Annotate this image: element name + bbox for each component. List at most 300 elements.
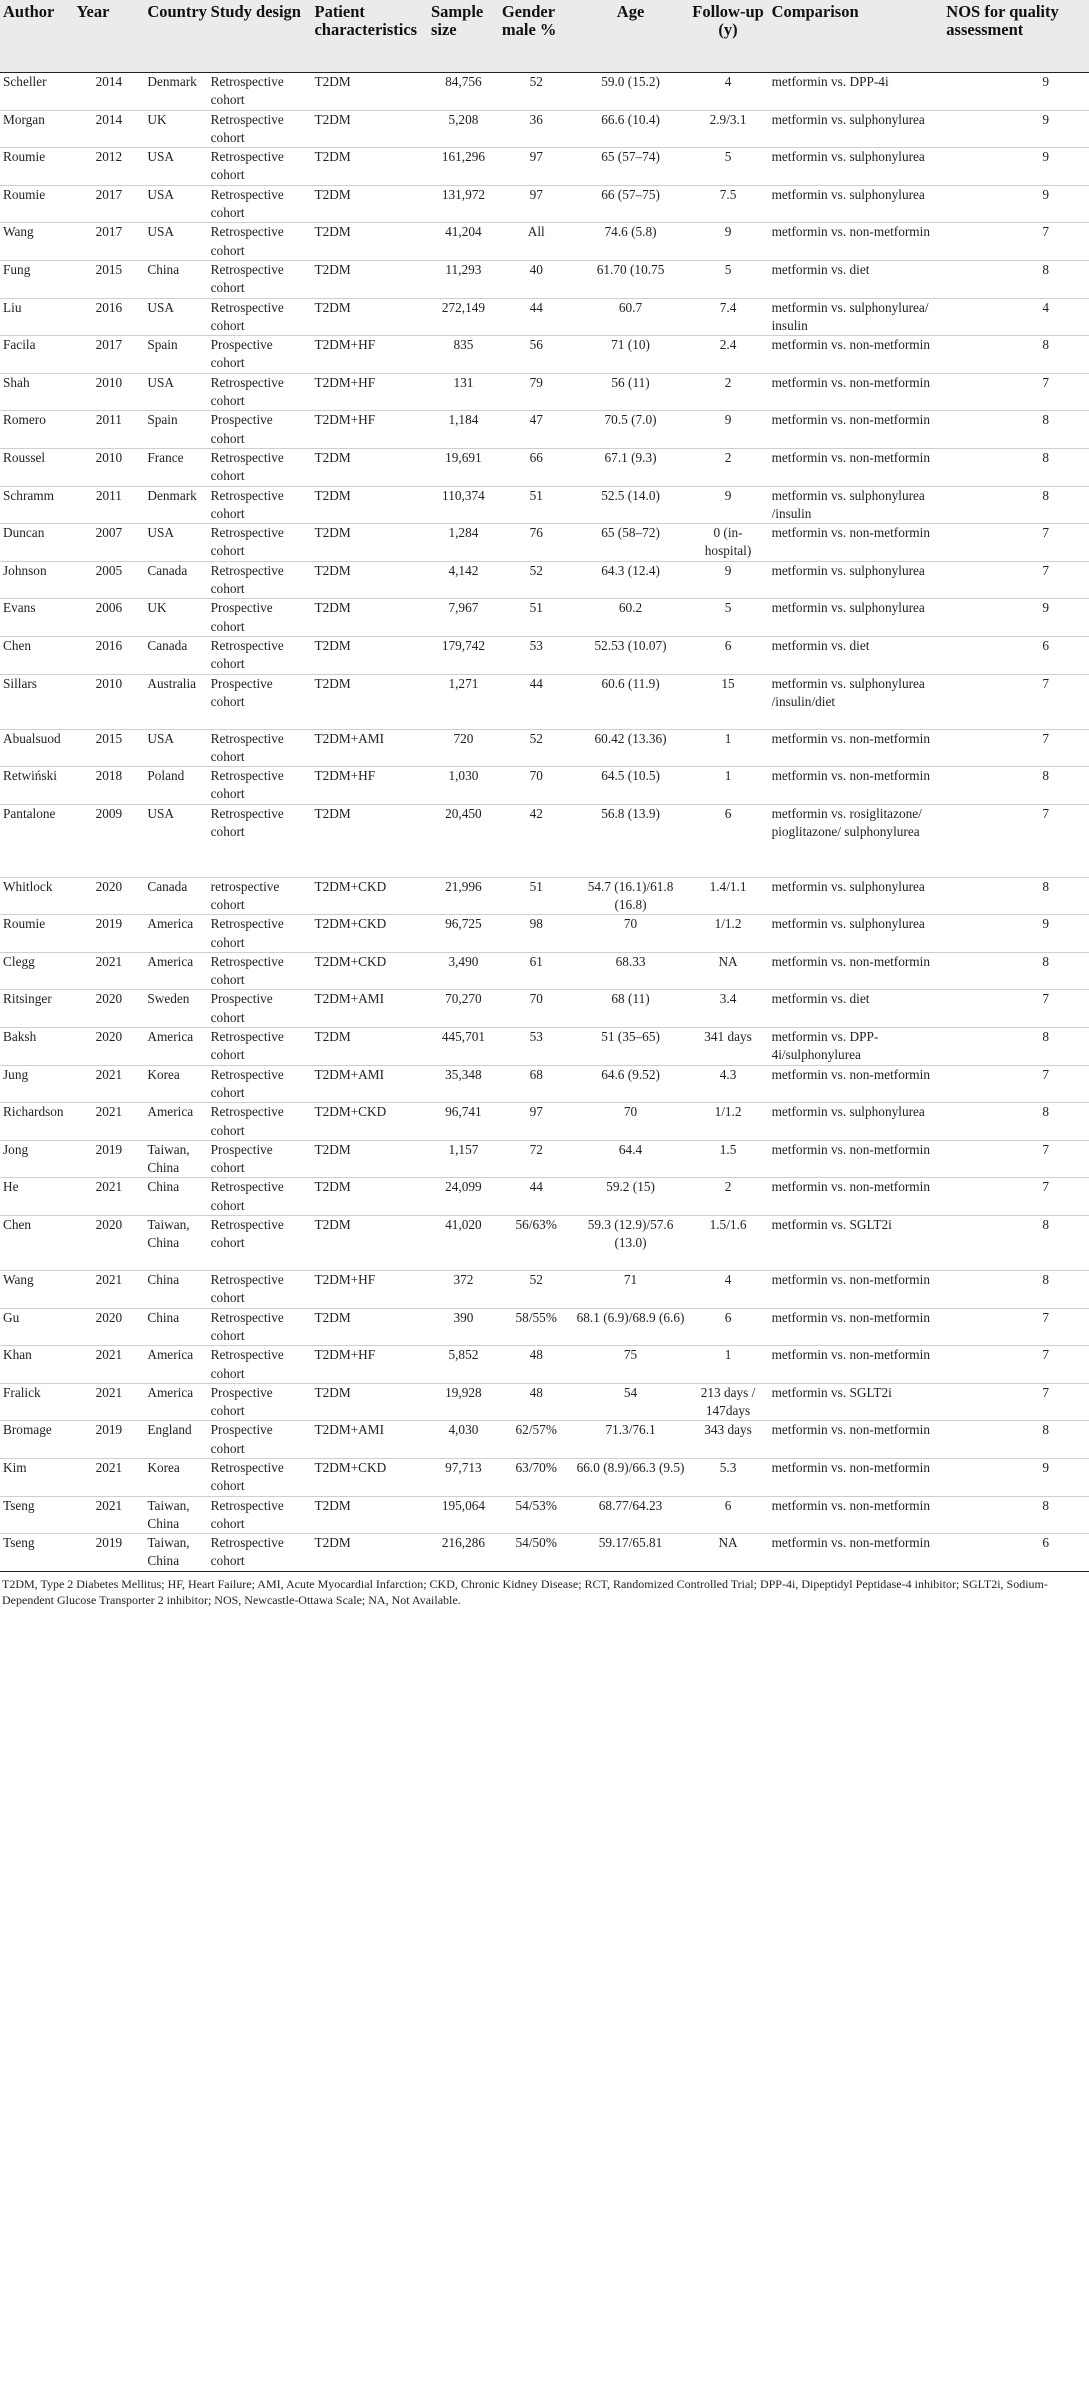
cell-gender: 36 <box>499 110 574 148</box>
cell-comparison: metformin vs. sulphonylurea <box>769 877 944 915</box>
cell-age: 64.4 <box>574 1140 688 1178</box>
cell-patient-characteristics: T2DM <box>311 1496 427 1534</box>
cell-study-design: Prospective cohort <box>208 990 312 1028</box>
cell-study-design: Retrospective cohort <box>208 729 312 767</box>
cell-year: 2006 <box>73 599 144 637</box>
cell-year: 2010 <box>73 674 144 729</box>
cell-gender: 44 <box>499 1178 574 1216</box>
cell-age: 52.53 (10.07) <box>574 636 688 674</box>
cell-gender: 66 <box>499 448 574 486</box>
table-row <box>0 1421 1089 1459</box>
cell-age: 71.3/76.1 <box>574 1421 688 1459</box>
cell-patient-characteristics: T2DM+AMI <box>311 729 427 767</box>
cell-nos: 7 <box>943 524 1089 562</box>
table-row <box>0 411 1089 449</box>
cell-author: Tseng <box>0 1496 73 1534</box>
cell-patient-characteristics: T2DM <box>311 486 427 524</box>
cell-nos: 7 <box>943 674 1089 729</box>
cell-country: Taiwan, China <box>144 1140 207 1178</box>
cell-comparison: metformin vs. non-metformin <box>769 1496 944 1534</box>
cell-age: 70.5 (7.0) <box>574 411 688 449</box>
cell-country: USA <box>144 729 207 767</box>
cell-patient-characteristics: T2DM+HF <box>311 373 427 411</box>
cell-follow-up: NA <box>688 952 769 990</box>
table-row <box>0 952 1089 990</box>
cell-nos: 6 <box>943 636 1089 674</box>
cell-author: Facila <box>0 336 73 374</box>
table-row <box>0 486 1089 524</box>
cell-comparison: metformin vs. non-metformin <box>769 373 944 411</box>
cell-patient-characteristics: T2DM+AMI <box>311 1065 427 1103</box>
cell-follow-up: 9 <box>688 411 769 449</box>
cell-follow-up: 5 <box>688 599 769 637</box>
cell-country: Taiwan, China <box>144 1496 207 1534</box>
cell-country: Sweden <box>144 990 207 1028</box>
cell-author: Chen <box>0 1216 73 1271</box>
cell-year: 2014 <box>73 110 144 148</box>
cell-gender: 76 <box>499 524 574 562</box>
cell-country: France <box>144 448 207 486</box>
cell-year: 2019 <box>73 1421 144 1459</box>
table-row <box>0 990 1089 1028</box>
cell-study-design: Retrospective cohort <box>208 1216 312 1271</box>
cell-gender: 53 <box>499 1028 574 1066</box>
cell-comparison: metformin vs. sulphonylurea /insulin/diet <box>769 674 944 729</box>
cell-country: America <box>144 1028 207 1066</box>
cell-year: 2017 <box>73 223 144 261</box>
cell-year: 2020 <box>73 1216 144 1271</box>
cell-country: UK <box>144 599 207 637</box>
cell-sample-size: 84,756 <box>428 73 499 111</box>
cell-comparison: metformin vs. DPP-4i/sulphonylurea <box>769 1028 944 1066</box>
cell-nos: 7 <box>943 561 1089 599</box>
cell-follow-up: 341 days <box>688 1028 769 1066</box>
cell-study-design: Retrospective cohort <box>208 373 312 411</box>
cell-comparison: metformin vs. rosiglitazone/ pioglitazone/ sulphonylurea <box>769 804 944 877</box>
cell-patient-characteristics: T2DM <box>311 223 427 261</box>
cell-author: Whitlock <box>0 877 73 915</box>
table-row <box>0 877 1089 915</box>
cell-study-design: Retrospective cohort <box>208 486 312 524</box>
cell-sample-size: 7,967 <box>428 599 499 637</box>
cell-gender: 48 <box>499 1346 574 1384</box>
cell-follow-up: 6 <box>688 1496 769 1534</box>
cell-age: 71 <box>574 1271 688 1309</box>
header-study-design: Study design <box>208 0 312 73</box>
cell-gender: 56/63% <box>499 1216 574 1271</box>
cell-nos: 8 <box>943 336 1089 374</box>
cell-patient-characteristics: T2DM+HF <box>311 767 427 805</box>
cell-age: 60.6 (11.9) <box>574 674 688 729</box>
cell-country: USA <box>144 373 207 411</box>
cell-author: Bromage <box>0 1421 73 1459</box>
cell-gender: 51 <box>499 877 574 915</box>
cell-year: 2018 <box>73 767 144 805</box>
cell-country: America <box>144 915 207 953</box>
cell-patient-characteristics: T2DM+CKD <box>311 952 427 990</box>
cell-follow-up: 2 <box>688 448 769 486</box>
cell-gender: All <box>499 223 574 261</box>
cell-author: Schramm <box>0 486 73 524</box>
cell-country: USA <box>144 148 207 186</box>
cell-country: UK <box>144 110 207 148</box>
cell-age: 66.0 (8.9)/66.3 (9.5) <box>574 1459 688 1497</box>
cell-patient-characteristics: T2DM <box>311 110 427 148</box>
cell-sample-size: 1,157 <box>428 1140 499 1178</box>
table-row <box>0 448 1089 486</box>
cell-nos: 8 <box>943 877 1089 915</box>
header-nos: NOS for quality assessment <box>943 0 1089 73</box>
cell-study-design: Retrospective cohort <box>208 185 312 223</box>
table-row <box>0 767 1089 805</box>
cell-country: Poland <box>144 767 207 805</box>
cell-sample-size: 24,099 <box>428 1178 499 1216</box>
cell-sample-size: 21,996 <box>428 877 499 915</box>
header-country: Country <box>144 0 207 73</box>
cell-year: 2021 <box>73 1271 144 1309</box>
cell-gender: 68 <box>499 1065 574 1103</box>
cell-gender: 44 <box>499 674 574 729</box>
cell-author: Fralick <box>0 1383 73 1421</box>
cell-gender: 79 <box>499 373 574 411</box>
cell-country: America <box>144 952 207 990</box>
cell-year: 2020 <box>73 877 144 915</box>
cell-country: USA <box>144 804 207 877</box>
table-row <box>0 804 1089 877</box>
cell-nos: 8 <box>943 1271 1089 1309</box>
table-row <box>0 1028 1089 1066</box>
cell-nos: 8 <box>943 411 1089 449</box>
cell-year: 2016 <box>73 298 144 336</box>
cell-country: China <box>144 260 207 298</box>
cell-age: 60.7 <box>574 298 688 336</box>
cell-age: 52.5 (14.0) <box>574 486 688 524</box>
cell-gender: 48 <box>499 1383 574 1421</box>
cell-year: 2020 <box>73 1028 144 1066</box>
header-age: Age <box>574 0 688 73</box>
cell-study-design: Retrospective cohort <box>208 1308 312 1346</box>
cell-nos: 8 <box>943 1421 1089 1459</box>
cell-comparison: metformin vs. non-metformin <box>769 1065 944 1103</box>
cell-follow-up: 5.3 <box>688 1459 769 1497</box>
cell-author: Roumie <box>0 915 73 953</box>
cell-year: 2019 <box>73 915 144 953</box>
table-row <box>0 1271 1089 1309</box>
cell-patient-characteristics: T2DM <box>311 260 427 298</box>
cell-sample-size: 35,348 <box>428 1065 499 1103</box>
cell-country: China <box>144 1178 207 1216</box>
cell-country: America <box>144 1346 207 1384</box>
cell-age: 71 (10) <box>574 336 688 374</box>
cell-patient-characteristics: T2DM <box>311 1308 427 1346</box>
cell-gender: 98 <box>499 915 574 953</box>
table-row <box>0 1534 1089 1572</box>
cell-follow-up: 4 <box>688 73 769 111</box>
cell-patient-characteristics: T2DM <box>311 148 427 186</box>
cell-gender: 62/57% <box>499 1421 574 1459</box>
cell-year: 2019 <box>73 1140 144 1178</box>
header-gender: Gender male % <box>499 0 574 73</box>
cell-comparison: metformin vs. sulphonylurea /insulin <box>769 486 944 524</box>
cell-patient-characteristics: T2DM <box>311 1028 427 1066</box>
cell-patient-characteristics: T2DM <box>311 1140 427 1178</box>
cell-nos: 8 <box>943 952 1089 990</box>
cell-author: Wang <box>0 223 73 261</box>
cell-age: 59.2 (15) <box>574 1178 688 1216</box>
cell-study-design: Retrospective cohort <box>208 561 312 599</box>
table-row <box>0 729 1089 767</box>
cell-year: 2010 <box>73 448 144 486</box>
table-row <box>0 1140 1089 1178</box>
cell-patient-characteristics: T2DM <box>311 73 427 111</box>
cell-comparison: metformin vs. non-metformin <box>769 1178 944 1216</box>
cell-study-design: Retrospective cohort <box>208 298 312 336</box>
cell-nos: 7 <box>943 1308 1089 1346</box>
cell-age: 61.70 (10.75 <box>574 260 688 298</box>
cell-sample-size: 96,725 <box>428 915 499 953</box>
cell-nos: 8 <box>943 1103 1089 1141</box>
cell-follow-up: 15 <box>688 674 769 729</box>
cell-gender: 56 <box>499 336 574 374</box>
cell-patient-characteristics: T2DM <box>311 1216 427 1271</box>
cell-sample-size: 179,742 <box>428 636 499 674</box>
cell-patient-characteristics: T2DM <box>311 298 427 336</box>
cell-follow-up: 343 days <box>688 1421 769 1459</box>
cell-age: 65 (58–72) <box>574 524 688 562</box>
cell-author: Abualsuod <box>0 729 73 767</box>
cell-year: 2021 <box>73 1178 144 1216</box>
cell-author: Khan <box>0 1346 73 1384</box>
cell-patient-characteristics: T2DM <box>311 448 427 486</box>
cell-follow-up: 1.5/1.6 <box>688 1216 769 1271</box>
cell-study-design: Retrospective cohort <box>208 148 312 186</box>
cell-author: Jong <box>0 1140 73 1178</box>
table-row <box>0 223 1089 261</box>
cell-comparison: metformin vs. non-metformin <box>769 336 944 374</box>
header-year: Year <box>73 0 144 73</box>
cell-author: He <box>0 1178 73 1216</box>
cell-follow-up: 6 <box>688 1308 769 1346</box>
cell-study-design: Retrospective cohort <box>208 1534 312 1572</box>
cell-country: Korea <box>144 1459 207 1497</box>
cell-country: Spain <box>144 336 207 374</box>
cell-sample-size: 1,271 <box>428 674 499 729</box>
cell-country: Taiwan, China <box>144 1534 207 1572</box>
cell-author: Duncan <box>0 524 73 562</box>
cell-year: 2012 <box>73 148 144 186</box>
table-row <box>0 260 1089 298</box>
cell-nos: 9 <box>943 110 1089 148</box>
cell-follow-up: 7.4 <box>688 298 769 336</box>
cell-year: 2020 <box>73 990 144 1028</box>
cell-study-design: Retrospective cohort <box>208 915 312 953</box>
cell-sample-size: 272,149 <box>428 298 499 336</box>
cell-study-design: Retrospective cohort <box>208 1103 312 1141</box>
cell-gender: 61 <box>499 952 574 990</box>
cell-comparison: metformin vs. non-metformin <box>769 1346 944 1384</box>
cell-patient-characteristics: T2DM <box>311 1383 427 1421</box>
cell-follow-up: 1.5 <box>688 1140 769 1178</box>
cell-comparison: metformin vs. non-metformin <box>769 1534 944 1572</box>
table-row <box>0 1459 1089 1497</box>
cell-sample-size: 4,030 <box>428 1421 499 1459</box>
cell-country: USA <box>144 524 207 562</box>
cell-gender: 53 <box>499 636 574 674</box>
cell-gender: 52 <box>499 729 574 767</box>
cell-follow-up: 6 <box>688 804 769 877</box>
cell-author: Gu <box>0 1308 73 1346</box>
cell-author: Roumie <box>0 148 73 186</box>
cell-age: 74.6 (5.8) <box>574 223 688 261</box>
cell-sample-size: 20,450 <box>428 804 499 877</box>
cell-study-design: Retrospective cohort <box>208 1459 312 1497</box>
cell-sample-size: 720 <box>428 729 499 767</box>
table-row <box>0 110 1089 148</box>
cell-year: 2021 <box>73 1383 144 1421</box>
cell-year: 2019 <box>73 1534 144 1572</box>
cell-country: Denmark <box>144 486 207 524</box>
cell-gender: 47 <box>499 411 574 449</box>
cell-patient-characteristics: T2DM+HF <box>311 336 427 374</box>
cell-comparison: metformin vs. sulphonylurea <box>769 561 944 599</box>
cell-year: 2021 <box>73 1346 144 1384</box>
cell-year: 2021 <box>73 1496 144 1534</box>
cell-follow-up: 9 <box>688 223 769 261</box>
cell-patient-characteristics: T2DM <box>311 599 427 637</box>
cell-year: 2011 <box>73 411 144 449</box>
cell-follow-up: 7.5 <box>688 185 769 223</box>
cell-age: 51 (35–65) <box>574 1028 688 1066</box>
cell-author: Morgan <box>0 110 73 148</box>
cell-nos: 8 <box>943 767 1089 805</box>
cell-comparison: metformin vs. non-metformin <box>769 767 944 805</box>
cell-follow-up: 9 <box>688 561 769 599</box>
cell-nos: 9 <box>943 148 1089 186</box>
cell-country: America <box>144 1383 207 1421</box>
cell-follow-up: 2.9/3.1 <box>688 110 769 148</box>
cell-sample-size: 5,852 <box>428 1346 499 1384</box>
cell-comparison: metformin vs. non-metformin <box>769 1140 944 1178</box>
cell-author: Wang <box>0 1271 73 1309</box>
cell-author: Clegg <box>0 952 73 990</box>
cell-age: 56 (11) <box>574 373 688 411</box>
cell-sample-size: 97,713 <box>428 1459 499 1497</box>
cell-author: Kim <box>0 1459 73 1497</box>
cell-gender: 63/70% <box>499 1459 574 1497</box>
cell-year: 2017 <box>73 336 144 374</box>
cell-gender: 40 <box>499 260 574 298</box>
cell-follow-up: 6 <box>688 636 769 674</box>
cell-study-design: Retrospective cohort <box>208 767 312 805</box>
cell-comparison: metformin vs. non-metformin <box>769 448 944 486</box>
cell-sample-size: 19,928 <box>428 1383 499 1421</box>
cell-follow-up: 213 days / 147days <box>688 1383 769 1421</box>
table-row <box>0 73 1089 111</box>
cell-patient-characteristics: T2DM+CKD <box>311 1103 427 1141</box>
cell-gender: 97 <box>499 185 574 223</box>
cell-year: 2015 <box>73 260 144 298</box>
cell-age: 60.2 <box>574 599 688 637</box>
table-row <box>0 148 1089 186</box>
cell-author: Roumie <box>0 185 73 223</box>
cell-follow-up: 5 <box>688 260 769 298</box>
cell-author: Johnson <box>0 561 73 599</box>
header-sample-size: Sample size <box>428 0 499 73</box>
cell-year: 2009 <box>73 804 144 877</box>
cell-study-design: Retrospective cohort <box>208 636 312 674</box>
cell-study-design: Retrospective cohort <box>208 1496 312 1534</box>
cell-study-design: Retrospective cohort <box>208 223 312 261</box>
cell-gender: 52 <box>499 561 574 599</box>
cell-age: 70 <box>574 1103 688 1141</box>
cell-author: Roussel <box>0 448 73 486</box>
cell-country: China <box>144 1271 207 1309</box>
cell-comparison: metformin vs. sulphonylurea <box>769 110 944 148</box>
cell-study-design: Prospective cohort <box>208 1140 312 1178</box>
cell-year: 2010 <box>73 373 144 411</box>
cell-comparison: metformin vs. non-metformin <box>769 1421 944 1459</box>
cell-nos: 6 <box>943 1534 1089 1572</box>
cell-year: 2021 <box>73 1459 144 1497</box>
cell-gender: 54/50% <box>499 1534 574 1572</box>
cell-study-design: Prospective cohort <box>208 1383 312 1421</box>
cell-study-design: retrospective cohort <box>208 877 312 915</box>
table-row <box>0 1496 1089 1534</box>
cell-patient-characteristics: T2DM+CKD <box>311 877 427 915</box>
cell-patient-characteristics: T2DM <box>311 524 427 562</box>
cell-study-design: Retrospective cohort <box>208 804 312 877</box>
cell-study-design: Prospective cohort <box>208 1421 312 1459</box>
cell-gender: 52 <box>499 1271 574 1309</box>
cell-nos: 7 <box>943 373 1089 411</box>
cell-follow-up: 1 <box>688 729 769 767</box>
cell-country: Denmark <box>144 73 207 111</box>
cell-country: China <box>144 1308 207 1346</box>
cell-sample-size: 131,972 <box>428 185 499 223</box>
cell-age: 54 <box>574 1383 688 1421</box>
cell-comparison: metformin vs. diet <box>769 636 944 674</box>
cell-gender: 72 <box>499 1140 574 1178</box>
cell-sample-size: 3,490 <box>428 952 499 990</box>
cell-follow-up: 5 <box>688 148 769 186</box>
cell-study-design: Retrospective cohort <box>208 73 312 111</box>
cell-follow-up: 1 <box>688 1346 769 1384</box>
cell-gender: 51 <box>499 486 574 524</box>
cell-sample-size: 4,142 <box>428 561 499 599</box>
cell-sample-size: 445,701 <box>428 1028 499 1066</box>
cell-sample-size: 1,284 <box>428 524 499 562</box>
table-row <box>0 1216 1089 1271</box>
cell-nos: 8 <box>943 486 1089 524</box>
cell-study-design: Retrospective cohort <box>208 448 312 486</box>
cell-patient-characteristics: T2DM <box>311 185 427 223</box>
cell-sample-size: 96,741 <box>428 1103 499 1141</box>
cell-nos: 7 <box>943 990 1089 1028</box>
cell-age: 59.17/65.81 <box>574 1534 688 1572</box>
cell-age: 59.0 (15.2) <box>574 73 688 111</box>
cell-author: Ritsinger <box>0 990 73 1028</box>
cell-nos: 7 <box>943 804 1089 877</box>
cell-sample-size: 11,293 <box>428 260 499 298</box>
cell-age: 67.1 (9.3) <box>574 448 688 486</box>
cell-nos: 9 <box>943 1459 1089 1497</box>
cell-comparison: metformin vs. sulphonylurea <box>769 1103 944 1141</box>
cell-gender: 70 <box>499 767 574 805</box>
table-row <box>0 373 1089 411</box>
cell-study-design: Retrospective cohort <box>208 260 312 298</box>
cell-nos: 7 <box>943 1178 1089 1216</box>
table-row <box>0 336 1089 374</box>
